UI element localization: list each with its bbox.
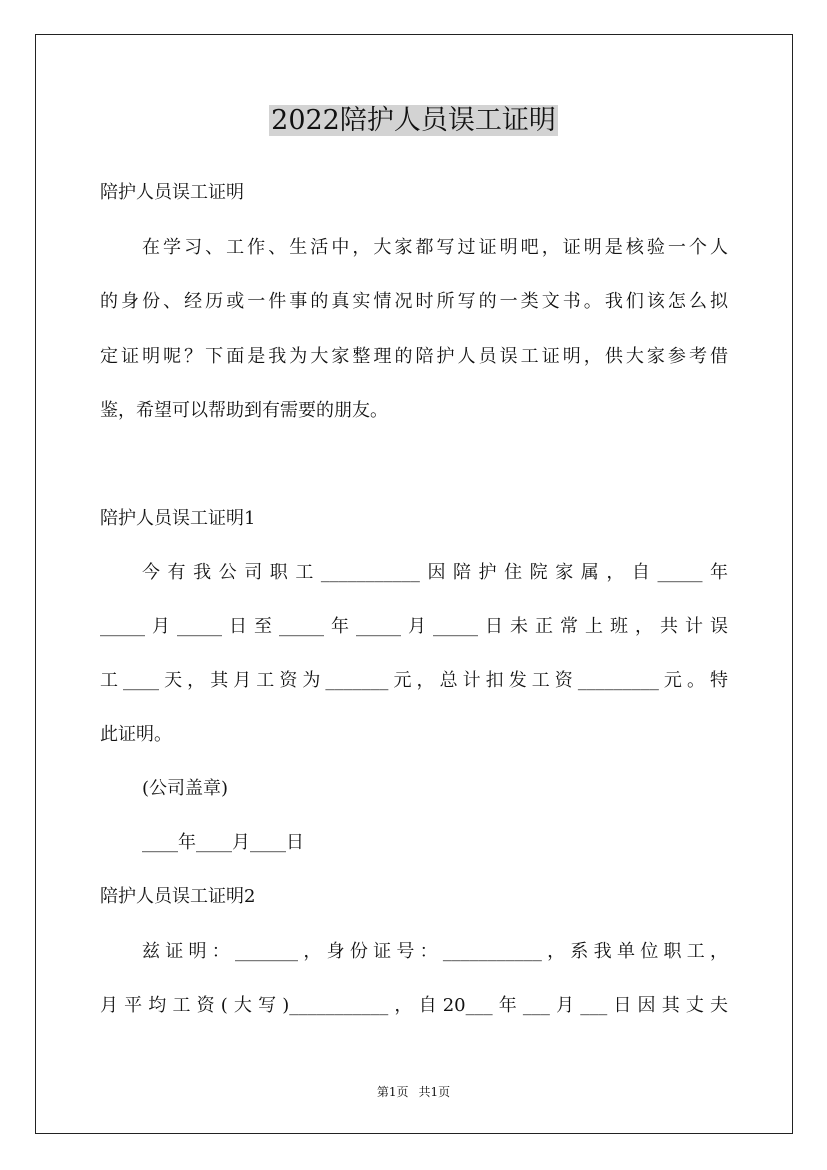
intro-line-2: 的身份、经历或一件事的真实情况时所写的一类文书。我们该怎么拟 [100,291,728,312]
section2-line-1: 兹证明：_______，身份证号：___________，系我单位职工， [142,941,728,962]
section1-heading: 陪护人员误工证明1 [100,508,256,529]
section1-line-2: _____月_____日至_____年_____月_____日未正常上班，共计误 [100,616,728,637]
section1-line-4: 此证明。 [100,724,172,745]
page-footer [0,1082,827,1102]
section2-heading: 陪护人员误工证明2 [100,886,256,907]
section1-line-3: 工____天，其月工资为_______元，总计扣发工资_________元。特 [100,670,728,691]
section1-date: ____年____月____日 [142,832,304,853]
intro-line-1: 在学习、工作、生活中，大家都写过证明吧，证明是核验一个人 [142,237,728,258]
section2-line-2: 月平均工资(大写)___________，自20___年___月___日因其丈夫 [100,995,728,1016]
page-number: 第1页 [376,1085,409,1099]
intro-line-4: 鉴，希望可以帮助到有需要的朋友。 [100,400,388,421]
document-title [0,100,827,142]
page-total: 共1页 [418,1085,451,1099]
document-subtitle: 陪护人员误工证明 [100,182,244,203]
section1-seal: (公司盖章) [142,778,229,799]
section1-line-1: 今有我公司职工___________因陪护住院家属，自_____年 [142,562,728,583]
document-title-text: 2022陪护人员误工证明 [271,105,556,136]
intro-line-3: 定证明呢？下面是我为大家整理的陪护人员误工证明，供大家参考借 [100,346,728,367]
